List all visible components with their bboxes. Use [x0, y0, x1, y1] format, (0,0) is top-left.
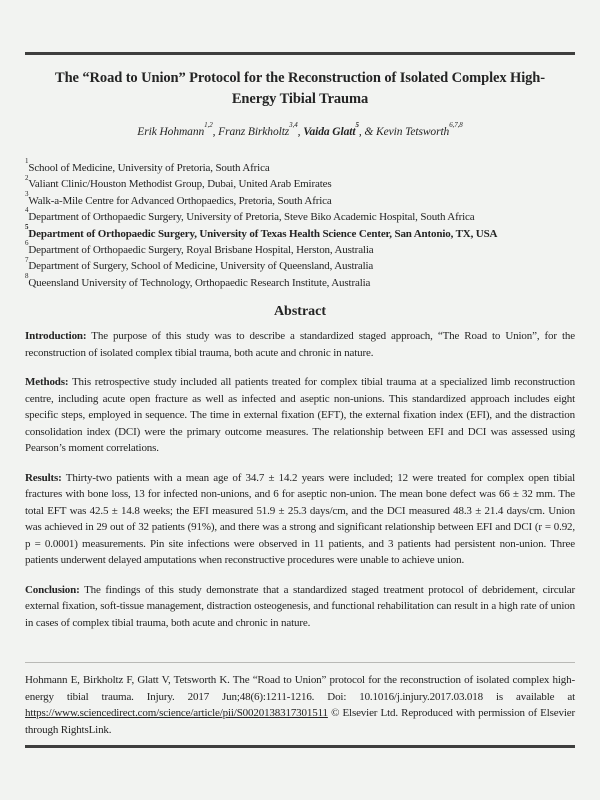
citation-text	[25, 672, 575, 738]
abstract-introduction	[25, 328, 575, 361]
paper-title	[25, 68, 575, 110]
affiliation-5	[25, 222, 575, 242]
abstract-conclusion	[25, 582, 575, 632]
affiliation-number: 1	[25, 157, 29, 166]
affiliation-text: Walk-a-Mile Centre for Advanced Orthopaedics, Pretoria, South Africa	[28, 194, 332, 207]
affiliation-number: 3	[25, 190, 29, 199]
top-rule	[25, 52, 575, 55]
author-line	[25, 121, 575, 138]
abstract-results	[25, 470, 575, 569]
author-separator: , &	[358, 126, 377, 138]
author-affiliation-superscript: 1,2	[204, 121, 213, 130]
affiliation-7	[25, 255, 575, 274]
section-text: This retrospective study included all patients treated for complex tibial trauma at a specialized limb reconstruction centre, including acute open fracture as well as infected and aseptic non-unions. This standardized approach includes eight specific steps, employed in sequence. The time in external fixation (EFT), the external fixation index (EFI), and the distraction consolidation index (DCI) were the primary outcome measures. The relationship between EFI and DCI was assessed using Pearson’s moment correlations.	[25, 376, 575, 455]
author-affiliation-superscript: 6,7,8	[449, 121, 463, 130]
affiliation-number: 4	[25, 206, 29, 215]
citation-divider	[25, 662, 575, 663]
affiliation-4	[25, 206, 575, 225]
sciencedirect-link[interactable]: https://www.sciencedirect.com/science/article/pii/S0020138317301511	[25, 707, 328, 719]
author-name: Vaida Glatt	[303, 126, 356, 138]
section-label: Results:	[25, 471, 62, 484]
affiliation-text: Department of Surgery, School of Medicine, University of Queensland, Australia	[28, 260, 374, 273]
affiliation-1	[25, 157, 575, 176]
author-kevin-tetsworth	[376, 121, 463, 138]
affiliation-text: Department of Orthopaedic Surgery, Royal Brisbane Hospital, Herston, Australia	[28, 244, 374, 257]
section-text: The findings of this study demonstrate that a standardized staged treatment protocol of debridement, circular external fixation, soft-tissue management, distraction osteogenesis, and functional rehabilitation can result in a high rate of union in cases of complex tibial trauma, both acute and chronic in nature.	[25, 583, 575, 629]
author-separator: ,	[297, 126, 304, 138]
section-text: Thirty-two patients with a mean age of 34.7 ± 14.2 years were included; 12 were treated for complex open tibial fractures with bone loss, 13 for infected non-unions, and 6 for aseptic non-union. The mean bone defect was 66 ± 32 mm. The total EFT was 42.5 ± 14.8 weeks; the EFI measured 51.9 ± 25.3 days/cm, and the DCI measured 48.3 ± 21.4 days/cm. Union was achieved in 29 out of 32 patients (91%), and there was a strong and significant relationship between EFI and DCI (r = 0.92, p = 0.0001) measurements. Pin site infections were observed in 11 patients, and 3 patients had persistent non-union. Three patients underwent delayed amputations when reconstructive procedures were unable to achieve union.	[25, 471, 575, 567]
title-line-1: The “Road to Union” Protocol for the Reconstruction of Isolated Complex High-	[55, 70, 545, 86]
affiliation-8	[25, 272, 575, 291]
affiliation-6	[25, 239, 575, 258]
citation-footer	[0, 662, 600, 800]
affiliation-text: Valiant Clinic/Houston Methodist Group, Dubai, United Arab Emirates	[28, 178, 332, 191]
affiliation-2	[25, 173, 575, 192]
section-text: The purpose of this study was to describe a standardized staged approach, “The Road to Union”, for the reconstruction of isolated complex tibial trauma, both acute and chronic in nature.	[25, 330, 575, 359]
author-affiliation-superscript: 5	[355, 121, 359, 130]
affiliation-list	[25, 157, 575, 291]
abstract-body	[25, 328, 575, 631]
section-label: Introduction:	[25, 330, 87, 343]
author-affiliation-superscript: 3,4	[289, 121, 298, 130]
affiliation-number: 6	[25, 239, 29, 248]
title-line-2: Energy Tibial Trauma	[231, 91, 369, 107]
author-erik-hohmann	[137, 121, 219, 138]
affiliation-number: 2	[25, 173, 29, 182]
citation-before-link: Hohmann E, Birkholtz F, Glatt V, Tetsworth K. The “Road to Union” protocol for the reconstruction of isolated complex high-energy tibial trauma. Injury. 2017 Jun;48(6):1211-1216. Doi: 10.1016/j.injury.2017.03.018 is available at	[25, 674, 575, 703]
affiliation-text: School of Medicine, University of Pretoria, South Africa	[28, 162, 270, 174]
affiliation-number: 5	[25, 222, 29, 231]
bottom-rule	[25, 745, 575, 748]
affiliation-number: 8	[25, 272, 29, 281]
author-vaida-glatt	[303, 121, 377, 138]
affiliation-text: Department of Orthopaedic Surgery, University of Pretoria, Steve Biko Academic Hospital, South Africa	[28, 211, 475, 224]
affiliation-text: Department of Orthopaedic Surgery, University of Texas Health Science Center, San Antonio, TX, USA	[28, 227, 498, 240]
author-franz-birkholtz	[218, 121, 304, 138]
affiliation-3	[25, 190, 575, 209]
author-name: Erik Hohmann	[137, 126, 205, 138]
citation-after-link: © Elsevier Ltd. Reproduced with permission of Elsevier through RightsLink.	[25, 707, 575, 736]
affiliation-text: Queensland University of Technology, Orthopaedic Research Institute, Australia	[28, 276, 371, 289]
section-label: Methods:	[25, 376, 69, 389]
abstract-methods	[25, 374, 575, 457]
author-separator: ,	[212, 126, 219, 138]
affiliation-number: 7	[25, 255, 29, 264]
abstract-heading: Abstract	[273, 304, 327, 320]
author-name: Kevin Tetsworth	[376, 126, 450, 138]
section-label: Conclusion:	[25, 583, 80, 596]
author-name: Franz Birkholtz	[218, 126, 290, 138]
